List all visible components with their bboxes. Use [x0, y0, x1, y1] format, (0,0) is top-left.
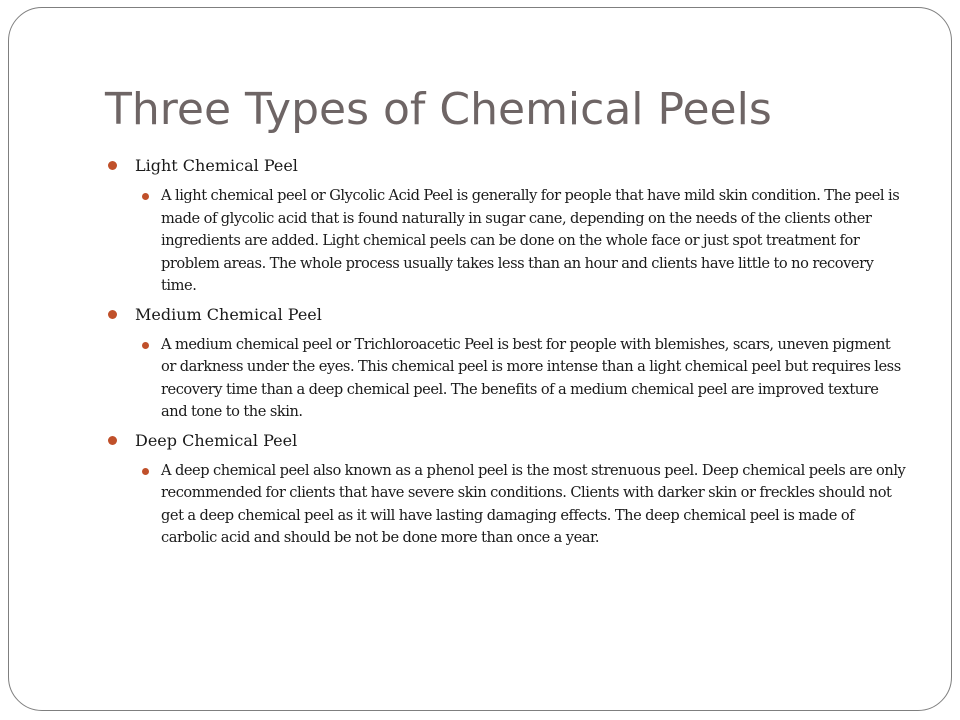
section-light-peel — [108, 155, 908, 298]
sub-bullet-text: A deep chemical peel also known as a phenol peel is the most strenuous peel. Deep chemical peels are only recommended for clients that have severe skin conditions. Clients with darker skin or freckles should not get a deep chemical peel as it will have lasting damaging effects. The deep chemical peel is made of carbolic acid and should be not be done more than once a year. — [161, 461, 906, 546]
bullet-dot-icon — [142, 342, 149, 349]
slide-title: Three Types of Chemical Peels — [105, 84, 772, 135]
bullet-item-light-peel — [108, 155, 908, 177]
bullet-dot-icon — [142, 193, 149, 200]
bullet-heading: Medium Chemical Peel — [135, 304, 322, 324]
sub-bullet-item-light-peel — [135, 185, 908, 298]
sub-bullet-text: A light chemical peel or Glycolic Acid Peel is generally for people that have mild skin condition. The peel is made of glycolic acid that is found naturally in sugar cane, depending on the needs of the clients other ingredients are added. Light chemical peels can be done on the whole face or just spot treatment for problem areas. The whole process usually takes less than an hour and clients have little to no recovery time. — [161, 187, 900, 294]
section-deep-peel — [108, 430, 908, 550]
bullet-heading: Light Chemical Peel — [135, 156, 298, 175]
bullet-dot-icon — [108, 161, 117, 170]
sub-bullet-item-medium-peel — [135, 334, 908, 424]
sub-bullet-item-deep-peel — [135, 460, 908, 550]
bullet-dot-icon — [108, 436, 117, 445]
bullet-item-deep-peel — [108, 430, 908, 452]
section-medium-peel — [108, 304, 908, 424]
sub-bullet-text: A medium chemical peel or Trichloroacetic Peel is best for people with blemishes, scars, uneven pigment or darkness under the eyes. This chemical peel is more intense than a light chemical peel but requires less recovery time than a deep chemical peel. The benefits of a medium chemical peel are improved texture and tone to the skin. — [161, 335, 901, 420]
bullet-item-medium-peel — [108, 304, 908, 326]
bullet-heading: Deep Chemical Peel — [135, 430, 298, 450]
bullet-dot-icon — [142, 468, 149, 475]
slide-body — [108, 155, 908, 556]
bullet-dot-icon — [108, 310, 117, 319]
